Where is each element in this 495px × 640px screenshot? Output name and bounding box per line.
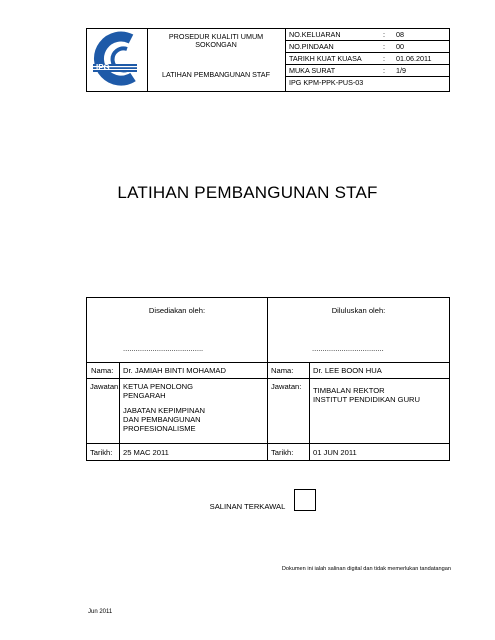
logo-cell [86, 28, 148, 92]
position-label-cell-left [86, 378, 120, 444]
info-row-document-code [286, 76, 450, 92]
prepared-by-name: Dr. JAMIAH BINTI MOHAMAD [123, 366, 226, 375]
name-label-cell-right [267, 362, 310, 379]
info-separator: : [383, 66, 385, 75]
info-label: NO.PINDAAN [289, 42, 334, 51]
footer-date: Jun 2011 [88, 609, 113, 615]
document-title: LATIHAN PEMBANGUNAN STAF [117, 183, 378, 202]
date-label: Tarikh: [90, 448, 113, 457]
info-separator: : [383, 54, 385, 63]
document-code: IPG KPM-PPK-PUS-03 [289, 78, 364, 87]
date-value-cell-right [309, 443, 450, 461]
approved-by-position: TIMBALAN REKTOR [313, 386, 385, 395]
info-separator: : [383, 30, 385, 39]
info-value: 1/9 [396, 66, 406, 75]
approval-table [86, 297, 450, 471]
prepared-signature-line: ...................................... [123, 344, 204, 353]
info-separator: : [383, 42, 385, 51]
controlled-copy-label: SALINAN TERKAWAL [209, 502, 286, 511]
procedure-name: LATIHAN PEMBANGUNAN STAF [162, 70, 270, 79]
date-label-cell-left [86, 443, 120, 461]
date-value-cell-left [119, 443, 268, 461]
name-value-cell-right [309, 362, 450, 379]
document-header-table [86, 28, 450, 92]
position-value-cell-right [309, 378, 450, 444]
prepared-date: 25 MAC 2011 [123, 448, 169, 457]
position-value-cell-left [119, 378, 268, 444]
approved-signature-line: .................................. [312, 344, 384, 353]
position-label-cell-right [267, 378, 310, 444]
info-value: 08 [396, 30, 404, 39]
approved-date: 01 JUN 2011 [313, 448, 357, 457]
ipg-logo [87, 29, 147, 91]
prepared-by-label: Disediakan oleh: [148, 306, 206, 315]
logo-text: IPG [96, 63, 110, 72]
name-label: Nama: [271, 366, 294, 375]
procedure-title: PROSEDUR KUALITI UMUM SOKONGAN [168, 32, 264, 49]
info-value: 01.06.2011 [396, 54, 432, 63]
approved-by-label: Diluluskan oleh: [331, 306, 386, 315]
name-label-cell-left [86, 362, 120, 379]
info-label: MUKA SURAT [289, 66, 336, 75]
date-label-cell-right [267, 443, 310, 461]
prepared-by-department: JABATAN KEPIMPINAN DAN PEMBANGUNAN PROFESIONALISME [123, 406, 205, 433]
info-label: TARIKH KUAT KUASA [289, 54, 362, 63]
name-label: Nama: [91, 366, 114, 375]
approved-by-institution: INSTITUT PENDIDIKAN GURU [313, 395, 421, 404]
prepared-by-position: KETUA PENOLONG PENGARAH [123, 382, 194, 400]
position-label: Jawatan: [90, 382, 121, 391]
name-value-cell-left [119, 362, 268, 379]
document-control-info [286, 28, 450, 92]
approved-by-name: Dr. LEE BOON HUA [313, 366, 382, 375]
position-label: Jawatan: [271, 382, 302, 391]
info-label: NO.KELUARAN [289, 30, 341, 39]
info-value: 00 [396, 42, 404, 51]
digital-copy-disclaimer: Dokumen ini ialah salinan digital dan tidak memerlukan tandatangan [281, 566, 451, 572]
procedure-cell [148, 28, 286, 92]
controlled-copy-box [294, 489, 316, 511]
prepared-signature-cell [86, 297, 268, 363]
date-label: Tarikh: [271, 448, 294, 457]
approved-signature-cell [267, 297, 450, 363]
